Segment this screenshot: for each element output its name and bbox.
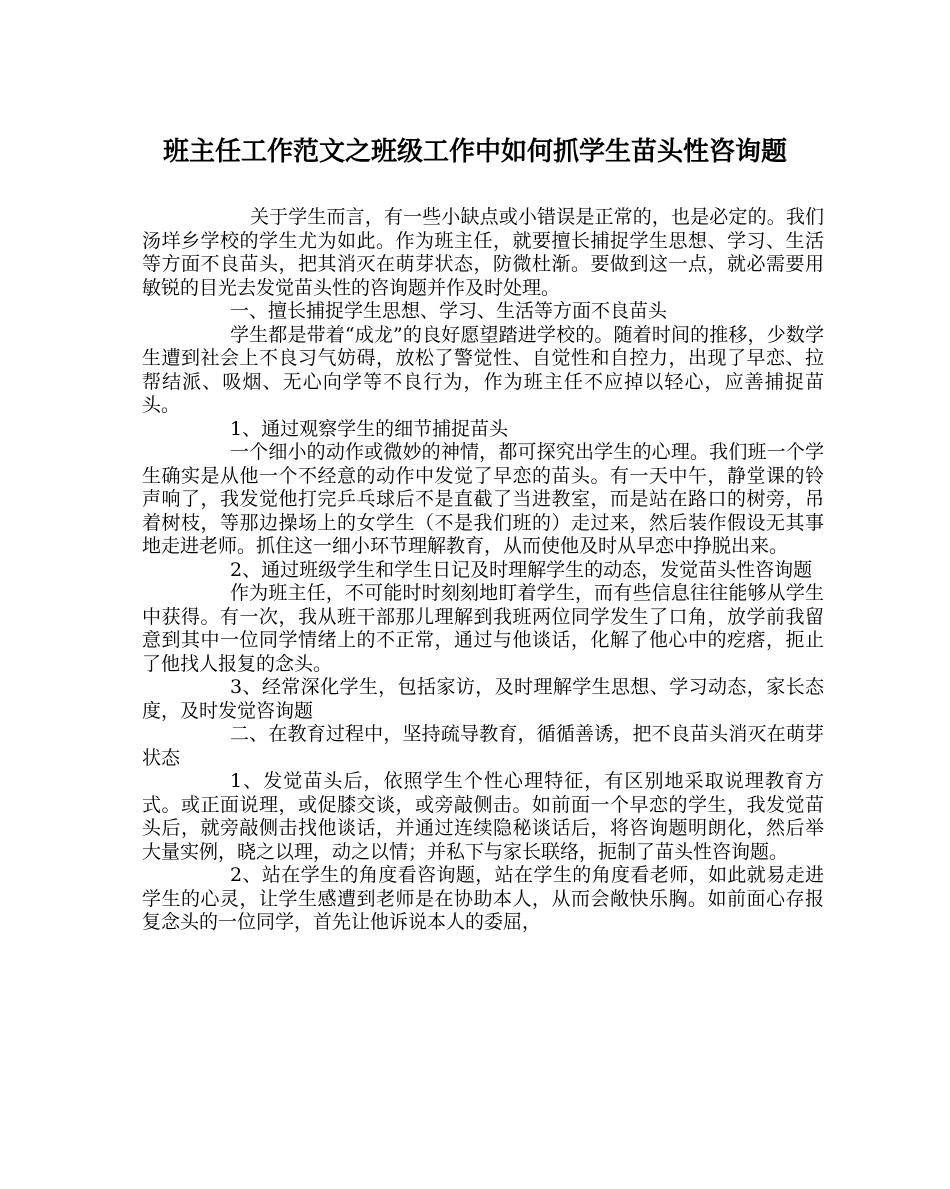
subsection-heading: 2、通过班级学生和学生日记及时理解学生的动态，发觉苗头性咨询题: [230, 558, 813, 581]
paragraph: 一个细小的动作或微妙的神情，都可探究出学生的心理。我们班一个学生确实是从他一个不经意的动作中发觉了早恋的苗头。有一天中午，静堂课的铃声响了，我发觉他打完乒乓球后不是直截了当进教室，而是站在路口的树旁，吊着树枝，等那边操场上的女学生（不是我们班的）走过来，然后装作假设无其事地走进老师。抓住这一细小环节理解教育，从而使他及时从早恋中挣脱出来。: [142, 441, 824, 557]
subsection-heading: 1、通过观察学生的细节捕捉苗头: [230, 417, 509, 440]
document-body: [142, 206, 824, 935]
paragraph: 关于学生而言，有一些小缺点或小错误是正常的，也是必定的。我们汤垟乡学校的学生尤为如此。作为班主任，就要擅长捕捉学生思想、学习、生活等方面不良苗头，把其消灭在萌芽状态，防微杜渐。要做到这一点，就必需要用敏锐的目光去发觉苗头性的咨询题并作及时处理。: [142, 206, 824, 299]
paragraph: 1、发觉苗头后，依照学生个性心理特征，有区别地采取说理教育方式。或正面说理，或促膝交谈，或旁敲侧击。如前面一个早恋的学生，我发觉苗头后，就旁敲侧击找他谈话，并通过连续隐秘谈话后，将咨询题明朗化，然后举大量实例，晓之以理，动之以情；并私下与家长联络，扼制了苗头性咨询题。: [142, 770, 824, 863]
paragraph: 2、站在学生的角度看咨询题，站在学生的角度看老师，如此就易走进学生的心灵，让学生感遭到老师是在协助本人，从而会敞快乐胸。如前面心存报复念头的一位同学，首先让他诉说本人的委屈，: [142, 864, 824, 933]
section-heading: 一、擅长捕捉学生思想、学习、生活等方面不良苗头: [230, 300, 668, 322]
subsection-heading: 3、经常深化学生，包括家访，及时理解学生思想、学习动态，家长态度，及时发觉咨询题: [142, 676, 824, 722]
paragraph: 学生都是带着“成龙”的良好愿望踏进学校的。随着时间的推移，少数学生遭到社会上不良习气妨碍，放松了警觉性、自觉性和自控力，出现了早恋、拉帮结派、吸烟、无心向学等不良行为，作为班主任不应掉以轻心，应善捕捉苗头。: [142, 323, 824, 416]
document-title: 班主任工作范文之班级工作中如何抓学生苗头性咨询题: [162, 137, 787, 167]
section-heading: 二、在教育过程中，坚持疏导教育，循循善诱，把不良苗头消灭在萌芽状态: [142, 723, 824, 769]
paragraph: 作为班主任，不可能时时刻刻地盯着学生，而有些信息往往能够从学生中获得。有一次，我从班干部那儿理解到我班两位同学发生了口角，放学前我留意到其中一位同学情绪上的不正常，通过与他谈话，化解了他心中的疙瘩，扼止了他找人报复的念头。: [142, 582, 824, 675]
